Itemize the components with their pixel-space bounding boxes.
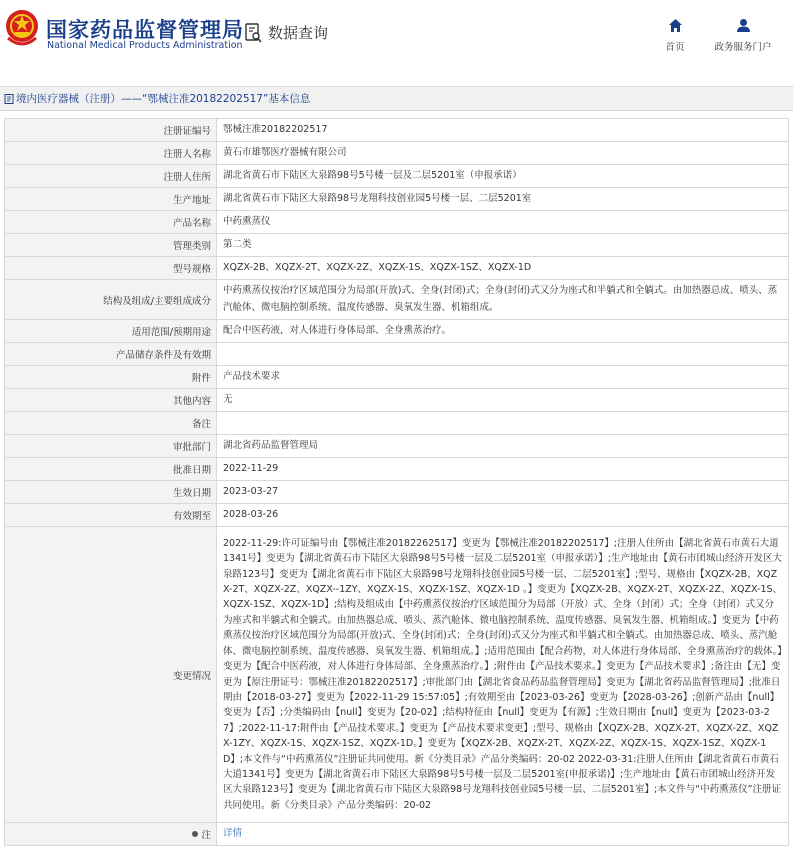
field-value: 2023-03-27 bbox=[217, 481, 789, 504]
table-row bbox=[5, 234, 789, 257]
table-row bbox=[5, 257, 789, 280]
field-value: 湖北省药品监督管理局 bbox=[217, 435, 789, 458]
change-history-key: 变更情况 bbox=[5, 527, 217, 823]
field-value: 产品技术要求 bbox=[217, 366, 789, 389]
data-query-title[interactable] bbox=[245, 22, 328, 43]
nav-service-portal[interactable] bbox=[708, 18, 778, 53]
document-search-icon bbox=[245, 23, 262, 43]
field-key: 注册人住所 bbox=[5, 165, 217, 188]
field-value: 中药熏蒸仪 bbox=[217, 211, 789, 234]
field-value: 2022-11-29 bbox=[217, 458, 789, 481]
field-value bbox=[217, 343, 789, 366]
nav-service-portal-label: 政务服务门户 bbox=[714, 42, 772, 53]
table-row bbox=[5, 343, 789, 366]
table-row bbox=[5, 119, 789, 142]
field-key: 管理类别 bbox=[5, 234, 217, 257]
table-row bbox=[5, 280, 789, 320]
change-history-value: 2022-11-29:许可证编号由【鄂械注准20182262517】变更为【鄂械注准20182202517】;注册人住所由【湖北省黄石市黄石大道1341号】变更为【湖北省黄石市下陆区大泉路98号5号楼一层及二层5201室（申报承诺）】;生产地址由【黄石市团城山经济开发区大泉路123号】变更为【湖北省黄石市下陆区大泉路98号龙翔科技创业园5号楼一层、二层5201室】;型号、规格由【XQZX-2B、XQZX-2T、XQZX-2Z、XQZX--1ZY、XQZX-1S、XQZX-1SZ、XQZX-1D 。】变更为【XQZX-2B、XQZX-2T、XQZX-2Z、XQZX-1S、XQZX-1SZ、XQZX-1D】;结构及组成由【中药熏蒸仪按治疗区域范围分为局部（开放）式、全身（封闭）式；全身（封闭）式又分为座式和半躺式和全躺式。由加热器总成、喷头、蒸汽舱体、微电脑控制系统、温度传感器、臭氧发生器、机箱组成。】变更为【中药熏蒸仪按治疗区域范围分为局部(开放)式、全身(封闭)式；全身(封闭)式又分为座式和半躺式和全躺式。由加热器总成、喷头、蒸汽舱体、微电脑控制系统、温度传感器、臭氧发生器、机箱组成。】;适用范围由【配合药物，对人体进行身体局部、全身熏蒸治疗的载体。】变更为【配合中医药液，对人体进行身体局部、全身熏蒸治疗。】;附件由【产品技术要求。】变更为【产品技术要求】;备注由【无】变更为【原注册证号：鄂械注准20182202517】;审批部门由【湖北省食品药品监督管理局】变更为【湖北省药品监督管理局】;批准日期由【2018-03-27】变更为【2022-11-29 15:57:05】;有效期至由【2023-03-26】变更为【2028-03-26】;创新产品由【null】变更为【否】;分类编码由【null】变更为【20-02】;结构特征由【null】变更为【有源】;生效日期由【null】变更为【2023-03-27】;2022-11-17:附件由【产品技术要求。】变更为【产品技术要求变更】;型号、规格由【XQZX-2B、XQZX-2T、XQZX-2Z、XQZX-1ZY、XQZX-1S、XQZX-1SZ、XQZX-1D。】变更为【XQZX-2B、XQZX-2T、XQZX-2Z、XQZX-1S、XQZX-1SZ、XQZX-1D】;本文件与“中药熏蒸仪”注册证共同使用。新《分类目录》产品分类编码：20-02 2022-03-31:注册人住所由【湖北省黄石市黄石大道1341号】变更为【湖北省黄石市下陆区大泉路98号5号楼一层及二层5201室(申报承诺)】;生产地址由【黄石市团城山经济开发区大泉路123号】变更为【湖北省黄石市下陆区大泉路98号龙翔科技创业园5号楼一层、二层5201室】;本文件与“中药熏蒸仪”注册证共同使用。新《分类目录》产品分类编码：20-02 bbox=[217, 527, 789, 823]
bullet-icon bbox=[191, 830, 199, 838]
note-key bbox=[5, 823, 217, 846]
site-header bbox=[0, 0, 793, 66]
table-row bbox=[5, 504, 789, 527]
field-value: 湖北省黄石市下陆区大泉路98号5号楼一层及二层5201室（申报承诺） bbox=[217, 165, 789, 188]
nav-home-label: 首页 bbox=[665, 42, 685, 53]
field-key: 注册证编号 bbox=[5, 119, 217, 142]
field-value: 黄石市雄鄂医疗器械有限公司 bbox=[217, 142, 789, 165]
table-row bbox=[5, 142, 789, 165]
field-key: 审批部门 bbox=[5, 435, 217, 458]
table-row bbox=[5, 320, 789, 343]
document-icon bbox=[4, 94, 14, 104]
data-query-label: 数据查询 bbox=[268, 24, 329, 42]
field-key: 附件 bbox=[5, 366, 217, 389]
field-key: 有效期至 bbox=[5, 504, 217, 527]
field-value: 中药熏蒸仪按治疗区域范围分为局部(开放)式、全身(封闭)式；全身(封闭)式又分为座式和半躺式和全躺式。由加热器总成、喷头、蒸汽舱体、微电脑控制系统、温度传感器、臭氧发生器、机箱组成。 bbox=[217, 280, 789, 320]
national-emblem-icon bbox=[4, 8, 40, 50]
field-value: 配合中医药液，对人体进行身体局部、全身熏蒸治疗。 bbox=[217, 320, 789, 343]
home-icon bbox=[668, 18, 683, 33]
field-key: 产品储存条件及有效期 bbox=[5, 343, 217, 366]
table-row bbox=[5, 366, 789, 389]
note-value bbox=[217, 823, 789, 846]
detail-table bbox=[4, 118, 789, 846]
field-value: 无 bbox=[217, 389, 789, 412]
table-row-change bbox=[5, 527, 789, 823]
table-row bbox=[5, 188, 789, 211]
field-key: 适用范围/预期用途 bbox=[5, 320, 217, 343]
field-key: 备注 bbox=[5, 412, 217, 435]
table-row bbox=[5, 481, 789, 504]
field-value: 湖北省黄石市下陆区大泉路98号龙翔科技创业园5号楼一层、二层5201室 bbox=[217, 188, 789, 211]
breadcrumb-text: 境内医疗器械（注册）——“鄂械注准20182202517”基本信息 bbox=[16, 93, 311, 105]
table-row bbox=[5, 389, 789, 412]
field-key: 批准日期 bbox=[5, 458, 217, 481]
table-row bbox=[5, 458, 789, 481]
field-key: 产品名称 bbox=[5, 211, 217, 234]
table-row bbox=[5, 211, 789, 234]
breadcrumb bbox=[0, 86, 793, 111]
field-key: 注册人名称 bbox=[5, 142, 217, 165]
site-title[interactable]: 国家药品监督管理局 bbox=[46, 18, 244, 42]
table-row bbox=[5, 412, 789, 435]
field-key: 生效日期 bbox=[5, 481, 217, 504]
field-value: 第二类 bbox=[217, 234, 789, 257]
site-title-en: National Medical Products Administration bbox=[47, 40, 243, 51]
detail-link[interactable]: 详情 bbox=[223, 828, 243, 839]
note-key-label: 注 bbox=[201, 830, 211, 841]
field-value bbox=[217, 412, 789, 435]
nav-home[interactable] bbox=[662, 18, 688, 53]
field-key: 结构及组成/主要组成成分 bbox=[5, 280, 217, 320]
field-key: 型号规格 bbox=[5, 257, 217, 280]
table-row bbox=[5, 165, 789, 188]
user-icon bbox=[736, 18, 751, 33]
field-value: 鄂械注准20182202517 bbox=[217, 119, 789, 142]
table-row bbox=[5, 435, 789, 458]
field-key: 生产地址 bbox=[5, 188, 217, 211]
field-value: XQZX-2B、XQZX-2T、XQZX-2Z、XQZX-1S、XQZX-1SZ、XQZX-1D bbox=[217, 257, 789, 280]
field-key: 其他内容 bbox=[5, 389, 217, 412]
field-value: 2028-03-26 bbox=[217, 504, 789, 527]
table-row-note bbox=[5, 823, 789, 846]
